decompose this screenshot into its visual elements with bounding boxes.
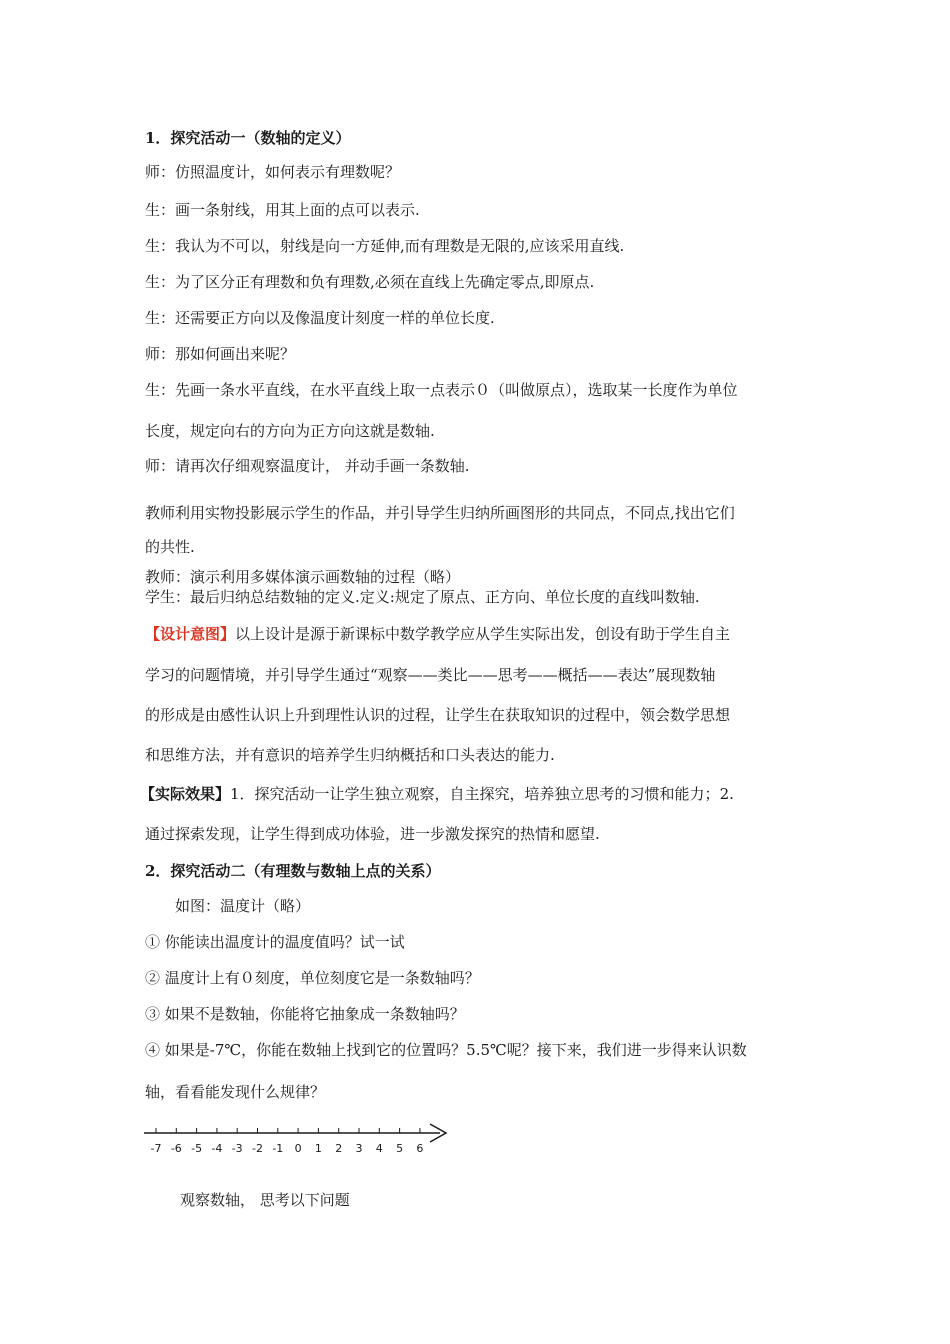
design-line: 的形成是由感性认识上升到理性认识的过程，让学生在获取知识的过程中，领会数学思想	[145, 706, 731, 724]
number-line-label: 3	[355, 1142, 363, 1155]
number-line-label: 6	[416, 1142, 424, 1155]
design-intent-line	[145, 624, 730, 644]
dialog-line: 长度，规定向右的方向为正方向这就是数轴.	[145, 422, 435, 440]
design-line: 学习的问题情境，并引导学生通过“观察——类比——思考——概括——表达”展现数轴	[145, 666, 716, 684]
number-line-label: 1	[314, 1142, 322, 1155]
number-line-label: -7	[150, 1142, 162, 1155]
effect-text: 1．探究活动一让学生独立观察，自主探究，培养独立思考的习惯和能力；2.	[230, 785, 734, 803]
dialog-line: 生：还需要正方向以及像温度计刻度一样的单位长度.	[145, 309, 495, 327]
sec1-title: 1．探究活动一（数轴的定义）	[145, 129, 351, 147]
effect-label: 【实际效果】	[140, 785, 231, 803]
design-label: 【设计意图】	[145, 625, 236, 643]
effect-line: 通过探索发现，让学生得到成功体验，进一步激发探究的热情和愿望.	[145, 825, 600, 843]
design-text: 以上设计是源于新课标中数学教学应从学生实际出发，创设有助于学生自主	[235, 625, 731, 643]
dialog-line: 生：画一条射线，用其上面的点可以表示.	[145, 201, 420, 219]
dialog-line: 师：仿照温度计，如何表示有理数呢？	[145, 163, 401, 181]
number-line	[140, 1110, 460, 1160]
number-line-label: -3	[231, 1142, 243, 1155]
design-line: 和思维方法，并有意识的培养学生归纳概括和口头表达的能力.	[145, 746, 555, 764]
question-3: ③ 如果不是数轴，你能将它抽象成一条数轴吗？	[145, 1005, 465, 1023]
number-line-label: -5	[191, 1142, 203, 1155]
student-summary: 学生：最后归纳总结数轴的定义.定义:规定了原点、正方向、单位长度的直线叫数轴.	[145, 588, 700, 606]
number-line-label: 2	[335, 1142, 343, 1155]
teacher-show-line: 教师利用实物投影展示学生的作品，并引导学生归纳所画图形的共同点，不同点,找出它们	[145, 504, 735, 522]
question-1: ① 你能读出温度计的温度值吗？试一试	[145, 933, 405, 951]
dialog-line: 生：先画一条水平直线，在水平直线上取一点表示０（叫做原点），选取某一长度作为单位	[145, 381, 738, 399]
observe-text: 观察数轴， 思考以下问题	[180, 1191, 350, 1209]
figure-caption: 如图：温度计（略）	[175, 897, 311, 915]
number-line-label: -6	[170, 1142, 182, 1155]
dialog-line: 生：为了区分正有理数和负有理数,必须在直线上先确定零点,即原点.	[145, 273, 595, 291]
teacher-show-line: 的共性.	[145, 538, 195, 556]
number-line-label: -1	[272, 1142, 284, 1155]
number-line-label: 0	[294, 1142, 302, 1155]
dialog-line: 师：请再次仔细观察温度计， 并动手画一条数轴.	[145, 457, 470, 475]
question-2: ② 温度计上有０刻度，单位刻度它是一条数轴吗？	[145, 969, 480, 987]
sec2-title: 2．探究活动二（有理数与数轴上点的关系）	[145, 862, 441, 880]
dialog-line: 生：我认为不可以，射线是向一方延伸,而有理数是无限的,应该采用直线.	[145, 237, 625, 255]
question-4-cont: 轴，看看能发现什么规律？	[145, 1083, 326, 1101]
question-4: ④ 如果是-7℃，你能在数轴上找到它的位置吗？5.5℃呢？接下来，我们进一步得来认识数	[145, 1041, 747, 1059]
number-line-label: -2	[252, 1142, 263, 1155]
number-line-label: -4	[211, 1142, 223, 1155]
number-line-label: 4	[375, 1142, 383, 1155]
dialog-line: 师：那如何画出来呢？	[145, 345, 296, 363]
number-line-label: 5	[396, 1142, 404, 1155]
teacher-demo: 教师：演示利用多媒体演示画数轴的过程（略）	[145, 568, 461, 586]
effect-line	[140, 784, 734, 804]
